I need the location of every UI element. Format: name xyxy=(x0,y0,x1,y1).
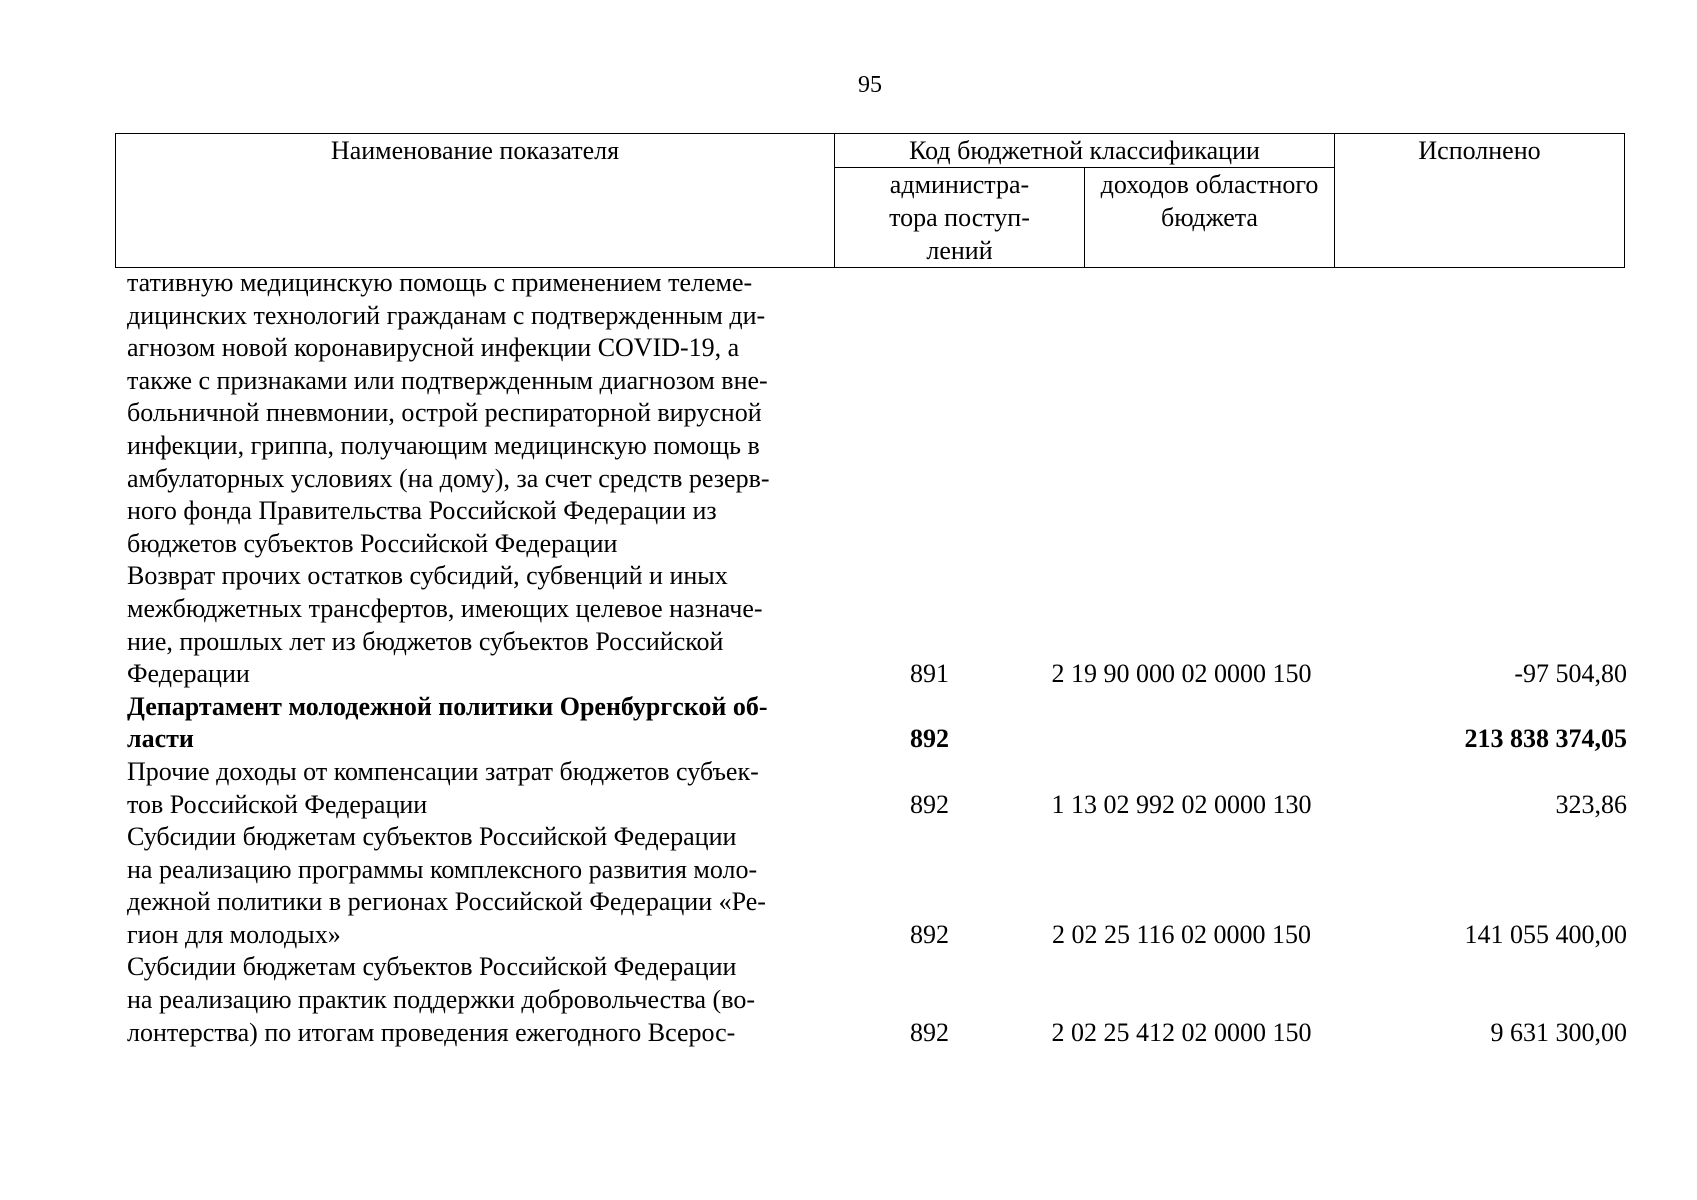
header-group: Код бюджетной классификации xyxy=(835,134,1335,168)
row-name-line: ние, прошлых лет из бюджетов субъектов Российской xyxy=(127,626,724,656)
row-name-line: ного фонда Правительства Российской Федерации из xyxy=(127,496,717,526)
header-admin-line: лений xyxy=(926,236,993,265)
row-name xyxy=(115,267,836,560)
row-budget-code: 1 13 02 992 02 0000 130 xyxy=(1051,789,1312,819)
header-code xyxy=(1085,168,1335,268)
table-header xyxy=(115,133,1625,268)
header-admin-line: администра- xyxy=(889,170,1030,199)
row-name xyxy=(115,691,836,756)
row-name-line: тов Российской Федерации xyxy=(127,789,428,819)
row-name-line: дицинских технологий гражданам с подтвержденным ди- xyxy=(127,300,766,330)
row-executed: -97 504,80 xyxy=(1514,659,1627,689)
row-admin-code: 891 xyxy=(910,659,949,689)
row-executed: 141 055 400,00 xyxy=(1464,919,1627,949)
header-code-line: бюджета xyxy=(1161,203,1258,232)
table-row xyxy=(115,756,1639,821)
row-budget-code xyxy=(1023,691,1340,756)
row-name-line: бюджетов субъектов Российской Федерации xyxy=(127,528,618,558)
row-admin-code: 892 xyxy=(910,789,949,819)
row-name-line: на реализацию практик поддержки добровольчества (во- xyxy=(127,985,755,1015)
row-name-line: больничной пневмонии, острой респираторной вирусной xyxy=(127,398,762,428)
row-name xyxy=(115,821,836,951)
row-name-line: также с признаками или подтвержденным диагнозом вне- xyxy=(127,365,768,395)
table-row xyxy=(115,267,1639,560)
row-name-line: Возврат прочих остатков субсидий, субвенций и иных xyxy=(127,561,728,591)
table-row xyxy=(115,821,1639,951)
table-row xyxy=(115,951,1639,1049)
row-name-line: Субсидии бюджетам субъектов Российской Федерации xyxy=(127,952,737,982)
row-name-line: дежной политики в регионах Российской Федерации «Ре- xyxy=(127,887,766,917)
table-row xyxy=(115,691,1639,756)
page-number: 95 xyxy=(858,72,882,98)
header-done: Исполнено xyxy=(1335,134,1625,268)
row-admin-code: 892 xyxy=(910,919,949,949)
row-name-line: Прочие доходы от компенсации затрат бюджетов субъек- xyxy=(127,756,759,786)
row-executed xyxy=(1340,267,1639,560)
row-budget-code: 2 19 90 000 02 0000 150 xyxy=(1051,659,1312,689)
row-executed: 213 838 374,05 xyxy=(1464,724,1627,754)
row-executed: 323,86 xyxy=(1555,789,1627,819)
row-budget-code: 2 02 25 412 02 0000 150 xyxy=(1051,1017,1312,1047)
row-name-line: Субсидии бюджетам субъектов Российской Федерации xyxy=(127,822,737,852)
table-row xyxy=(115,560,1639,690)
row-budget-code xyxy=(1023,267,1340,560)
header-admin xyxy=(835,168,1085,268)
row-name-line: на реализацию программы комплексного развития моло- xyxy=(127,854,758,884)
row-admin-code: 892 xyxy=(910,724,949,754)
row-name-line: Департамент молодежной политики Оренбургской об- xyxy=(127,691,768,721)
header-admin-line: тора поступ- xyxy=(889,203,1030,232)
row-name-line: лонтерства) по итогам проведения ежегодного Всерос- xyxy=(127,1017,736,1047)
row-name-line: ласти xyxy=(127,724,194,754)
row-budget-code: 2 02 25 116 02 0000 150 xyxy=(1051,919,1312,949)
table-body xyxy=(115,267,1639,1049)
row-name xyxy=(115,560,836,690)
row-name xyxy=(115,756,836,821)
row-name-line: гион для молодых» xyxy=(127,919,341,949)
row-name-line: Федерации xyxy=(127,659,250,689)
row-name xyxy=(115,951,836,1049)
header-code-line: доходов областного xyxy=(1100,170,1319,199)
row-admin-code: 892 xyxy=(910,1017,949,1047)
header-name: Наименование показателя xyxy=(116,134,835,268)
row-name-line: межбюджетных трансфертов, имеющих целевое назначе- xyxy=(127,593,763,623)
row-name-line: инфекции, гриппа, получающим медицинскую помощь в xyxy=(127,430,760,460)
row-name-line: тативную медицинскую помощь с применением телеме- xyxy=(127,268,753,297)
row-name-line: агнозом новой коронавирусной инфекции COVID-19, а xyxy=(127,333,740,363)
row-executed: 9 631 300,00 xyxy=(1490,1017,1627,1047)
row-name-line: амбулаторных условиях (на дому), за счет средств резерв- xyxy=(127,463,770,493)
row-admin-code xyxy=(836,267,1023,560)
